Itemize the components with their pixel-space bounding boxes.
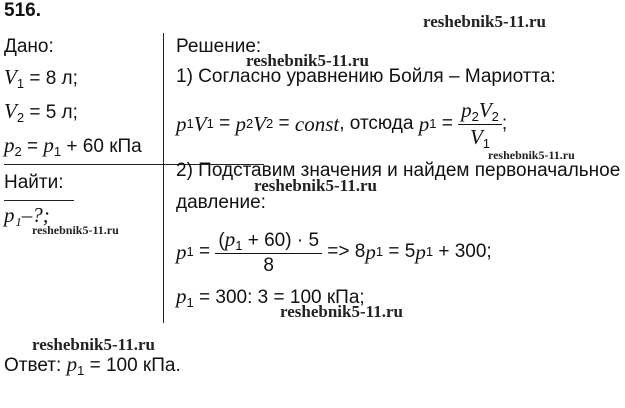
given-item-v2: $V_2 = 5$ л; bbox=[4, 99, 78, 125]
step2-text: 2) Подставим значения и найдем первоначальное bbox=[176, 160, 621, 181]
watermark: reshebnik5-11.ru bbox=[32, 223, 119, 237]
given-item-v1: $V_1 = 8$ л; bbox=[4, 65, 78, 91]
substitution-equation: p 1 = $\frac{(p_1 + 60) \cdot 5}{8}$ => 8 p 1 = 5 p 1 + 300; bbox=[176, 226, 492, 276]
result-equation: $p_1 = 300$: 3 = 100 кПа; bbox=[176, 284, 365, 310]
watermark: reshebnik5-11.ru bbox=[423, 12, 546, 31]
answer: Ответ: $p_1 = 100$ кПа. bbox=[4, 352, 181, 378]
watermark: reshebnik5-11.ru bbox=[254, 176, 377, 195]
step2-text-cont: давление: bbox=[176, 192, 266, 213]
watermark: reshebnik5-11.ru bbox=[32, 335, 155, 354]
step1-text: 1) Согласно уравнению Бойля – Мариотта: bbox=[176, 66, 556, 87]
find-underline bbox=[4, 200, 74, 201]
watermark: reshebnik5-11.ru bbox=[246, 51, 369, 70]
solution-heading: Решение: bbox=[176, 36, 262, 57]
watermark: reshebnik5-11.ru bbox=[488, 148, 575, 162]
find-heading: Найти: bbox=[4, 172, 64, 193]
given-heading: Дано: bbox=[4, 36, 54, 57]
boyle-mariotte-equation: p 1 V 1 = p 2 V 2 = const , отсюда p 1 = $\frac{p_2V_2}{V_1}$ ; bbox=[176, 97, 508, 151]
watermark: reshebnik5-11.ru bbox=[280, 302, 403, 321]
vertical-divider bbox=[163, 33, 164, 323]
given-item-p2: $p_2 = p_1 + 60$ кПа bbox=[4, 133, 142, 159]
problem-number: 516. bbox=[4, 0, 41, 21]
find-target: p₁–?; bbox=[4, 203, 50, 227]
